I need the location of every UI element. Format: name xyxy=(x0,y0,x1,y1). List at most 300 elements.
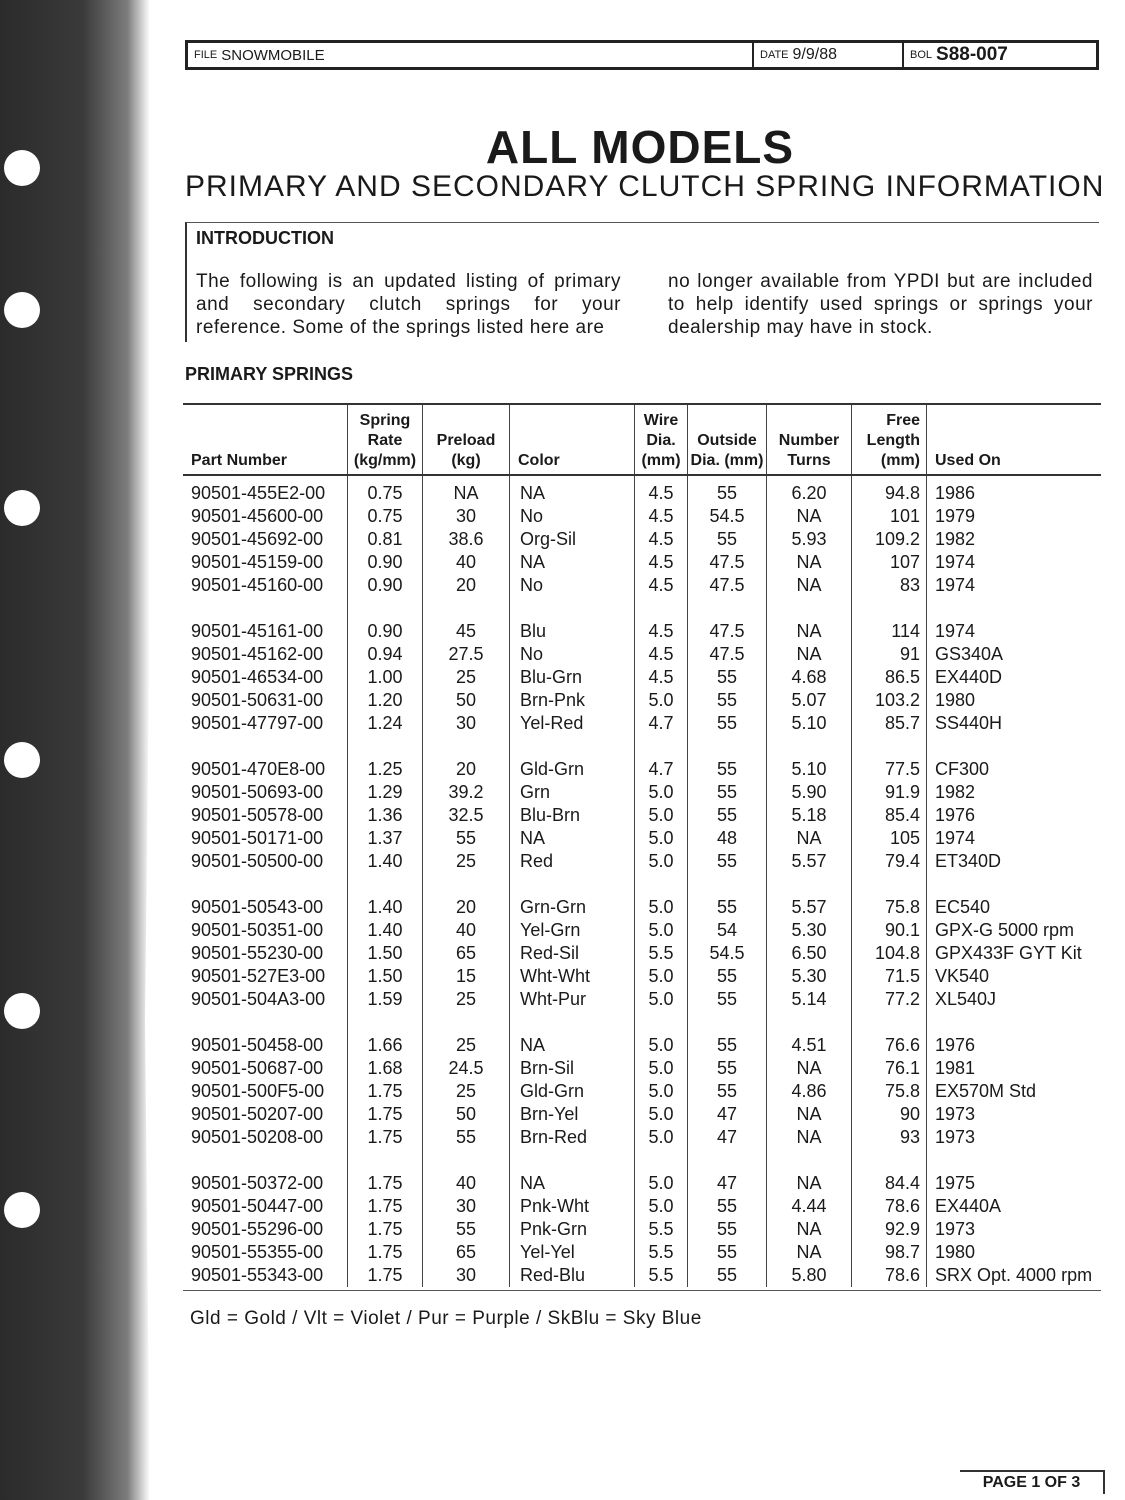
used-on-cell: 1980 xyxy=(935,690,976,710)
part-number-cell: 90501-45600-00 xyxy=(183,505,348,528)
wire-dia-cell: 5.0 xyxy=(635,1080,688,1103)
preload-cell: 30 xyxy=(423,1195,510,1218)
used-on-cell: 1974 xyxy=(935,575,976,595)
col-preload: Preload (kg) xyxy=(423,404,510,475)
wire-dia-cell: 5.0 xyxy=(635,919,688,942)
part-number-cell: 90501-45160-00 xyxy=(183,574,348,597)
spacer-cell xyxy=(348,597,423,620)
color-cell: Org-Sil xyxy=(510,528,635,551)
wire-dia-cell: 5.0 xyxy=(635,965,688,988)
color-cell: NA xyxy=(510,1034,635,1057)
number-turns-cell: NA xyxy=(767,643,852,666)
wire-dia-cell: 4.5 xyxy=(635,666,688,689)
file-label: FILE xyxy=(194,49,218,61)
group-spacer xyxy=(183,873,1101,896)
spacer-cell xyxy=(510,1149,635,1172)
spacer-cell xyxy=(183,1149,348,1172)
color-cell: Brn-Red xyxy=(510,1126,635,1149)
col-free-length: Free Length (mm) xyxy=(852,404,927,475)
color-cell: Brn-Sil xyxy=(510,1057,635,1080)
spring-rate-cell: 1.75 xyxy=(348,1172,423,1195)
spring-rate-cell: 1.75 xyxy=(348,1264,423,1287)
wire-dia-cell: 5.0 xyxy=(635,827,688,850)
number-turns-cell: 5.30 xyxy=(767,965,852,988)
number-turns-cell: 5.57 xyxy=(767,896,852,919)
spring-rate-cell: 0.90 xyxy=(348,574,423,597)
preload-cell: 20 xyxy=(423,574,510,597)
spring-rate-cell: 0.90 xyxy=(348,620,423,643)
primary-springs-heading: PRIMARY SPRINGS xyxy=(185,364,354,384)
number-turns-cell: NA xyxy=(767,1057,852,1080)
spacer-cell xyxy=(688,597,767,620)
outside-dia-cell: 55 xyxy=(688,712,767,735)
part-number-cell: 90501-45161-00 xyxy=(183,620,348,643)
spacer-cell xyxy=(927,735,1102,758)
preload-cell: 30 xyxy=(423,1264,510,1287)
spacer-cell xyxy=(510,597,635,620)
color-cell: Gld-Grn xyxy=(510,1080,635,1103)
free-length-cell: 114 xyxy=(852,620,927,643)
spacer-cell xyxy=(635,597,688,620)
spacer-cell xyxy=(688,1011,767,1034)
spacer-cell xyxy=(348,873,423,896)
preload-cell: 45 xyxy=(423,620,510,643)
number-turns-cell: NA xyxy=(767,1103,852,1126)
free-length-cell: 94.8 xyxy=(852,475,927,505)
used-on-cell: EX440D xyxy=(935,667,1003,687)
part-number-cell: 90501-50500-00 xyxy=(183,850,348,873)
preload-cell: 55 xyxy=(423,827,510,850)
outside-dia-cell: 47 xyxy=(688,1103,767,1126)
color-cell: Grn-Grn xyxy=(510,896,635,919)
outside-dia-cell: 47.5 xyxy=(688,574,767,597)
used-on-cell: XL540J xyxy=(935,989,997,1009)
color-cell: Yel-Red xyxy=(510,712,635,735)
number-turns-cell: 4.68 xyxy=(767,666,852,689)
wire-dia-cell: 5.0 xyxy=(635,1172,688,1195)
used-on-cell: 1976 xyxy=(935,805,976,825)
number-turns-cell: 6.50 xyxy=(767,942,852,965)
table-row xyxy=(183,505,1101,528)
spacer-cell xyxy=(423,873,510,896)
preload-cell: 24.5 xyxy=(423,1057,510,1080)
free-length-cell: 86.5 xyxy=(852,666,927,689)
used-on-cell: 1974 xyxy=(935,621,976,641)
spacer-cell xyxy=(852,597,927,620)
group-spacer xyxy=(183,735,1101,758)
used-on-cell: SRX Opt. 4000 rpm xyxy=(935,1265,1093,1285)
free-length-cell: 91 xyxy=(852,643,927,666)
outside-dia-cell: 55 xyxy=(688,1080,767,1103)
used-on-cell: 1973 xyxy=(935,1104,976,1124)
spacer-cell xyxy=(688,735,767,758)
part-number-cell: 90501-47797-00 xyxy=(183,712,348,735)
number-turns-cell: NA xyxy=(767,1241,852,1264)
wire-dia-cell: 4.5 xyxy=(635,620,688,643)
spring-rate-cell: 1.25 xyxy=(348,758,423,781)
used-on-cell: CF300 xyxy=(935,759,990,779)
binder-hole xyxy=(4,292,40,328)
number-turns-cell: 5.30 xyxy=(767,919,852,942)
spring-rate-cell: 0.75 xyxy=(348,505,423,528)
file-value: SNOWMOBILE xyxy=(221,46,325,64)
number-turns-cell: 6.20 xyxy=(767,475,852,505)
part-number-cell: 90501-50372-00 xyxy=(183,1172,348,1195)
color-cell: NA xyxy=(510,551,635,574)
date-value: 9/9/88 xyxy=(792,46,838,63)
outside-dia-cell: 55 xyxy=(688,1241,767,1264)
spring-rate-cell: 1.50 xyxy=(348,942,423,965)
table-row xyxy=(183,850,1101,873)
number-turns-cell: NA xyxy=(767,620,852,643)
spring-rate-cell: 1.59 xyxy=(348,988,423,1011)
table-row xyxy=(183,475,1101,505)
spring-rate-cell: 1.20 xyxy=(348,689,423,712)
color-cell: Wht-Wht xyxy=(510,965,635,988)
number-turns-cell: 5.10 xyxy=(767,758,852,781)
spring-rate-cell: 1.66 xyxy=(348,1034,423,1057)
preload-cell: 50 xyxy=(423,1103,510,1126)
spacer-cell xyxy=(927,597,1102,620)
document-header-bar xyxy=(185,40,1099,70)
spacer-cell xyxy=(852,873,927,896)
group-spacer xyxy=(183,597,1101,620)
table-row xyxy=(183,896,1101,919)
color-cell: Gld-Grn xyxy=(510,758,635,781)
preload-cell: 55 xyxy=(423,1218,510,1241)
table-row xyxy=(183,942,1101,965)
wire-dia-cell: 5.0 xyxy=(635,1126,688,1149)
color-cell: Wht-Pur xyxy=(510,988,635,1011)
number-turns-cell: 5.57 xyxy=(767,850,852,873)
preload-cell: 32.5 xyxy=(423,804,510,827)
table-row xyxy=(183,1103,1101,1126)
spacer-cell xyxy=(927,1149,1102,1172)
introduction-heading: INTRODUCTION xyxy=(196,228,334,248)
col-wire-dia: Wire Dia. (mm) xyxy=(635,404,688,475)
used-on-cell: 1975 xyxy=(935,1173,976,1193)
part-number-cell: 90501-50351-00 xyxy=(183,919,348,942)
part-number-cell: 90501-50578-00 xyxy=(183,804,348,827)
number-turns-cell: 4.86 xyxy=(767,1080,852,1103)
used-on-cell: 1976 xyxy=(935,1035,976,1055)
table-row xyxy=(183,551,1101,574)
free-length-cell: 93 xyxy=(852,1126,927,1149)
table-row xyxy=(183,988,1101,1011)
used-on-cell: 1981 xyxy=(935,1058,976,1078)
part-number-cell: 90501-55355-00 xyxy=(183,1241,348,1264)
binder-hole xyxy=(4,1192,40,1228)
color-cell: No xyxy=(510,643,635,666)
spring-rate-cell: 1.75 xyxy=(348,1126,423,1149)
preload-cell: 25 xyxy=(423,850,510,873)
introduction-text-left: The following is an updated listing of primary and secondary clutch springs for your reference. Some of the springs listed here are xyxy=(196,271,621,338)
bol-label: BOL xyxy=(910,49,933,61)
spring-rate-cell: 1.29 xyxy=(348,781,423,804)
number-turns-cell: 4.51 xyxy=(767,1034,852,1057)
used-on-cell: EX570M Std xyxy=(935,1081,1037,1101)
binder-hole xyxy=(4,490,40,526)
color-cell: Pnk-Grn xyxy=(510,1218,635,1241)
outside-dia-cell: 55 xyxy=(688,475,767,505)
free-length-cell: 71.5 xyxy=(852,965,927,988)
free-length-cell: 109.2 xyxy=(852,528,927,551)
used-on-cell: 1986 xyxy=(935,483,976,503)
free-length-cell: 103.2 xyxy=(852,689,927,712)
spacer-cell xyxy=(927,873,1102,896)
wire-dia-cell: 5.0 xyxy=(635,1103,688,1126)
outside-dia-cell: 54.5 xyxy=(688,942,767,965)
color-cell: Brn-Yel xyxy=(510,1103,635,1126)
number-turns-cell: 5.90 xyxy=(767,781,852,804)
free-length-cell: 105 xyxy=(852,827,927,850)
table-row xyxy=(183,620,1101,643)
color-legend: Gld = Gold / Vlt = Violet / Pur = Purple / SkBlu = Sky Blue xyxy=(190,1308,702,1329)
table-row xyxy=(183,1034,1101,1057)
free-length-cell: 79.4 xyxy=(852,850,927,873)
wire-dia-cell: 5.5 xyxy=(635,942,688,965)
outside-dia-cell: 55 xyxy=(688,988,767,1011)
wire-dia-cell: 5.5 xyxy=(635,1241,688,1264)
spacer-cell xyxy=(348,1149,423,1172)
outside-dia-cell: 55 xyxy=(688,758,767,781)
part-number-cell: 90501-50631-00 xyxy=(183,689,348,712)
preload-cell: 65 xyxy=(423,942,510,965)
binder-hole xyxy=(4,150,40,186)
outside-dia-cell: 47 xyxy=(688,1172,767,1195)
color-cell: No xyxy=(510,574,635,597)
number-turns-cell: NA xyxy=(767,574,852,597)
number-turns-cell: NA xyxy=(767,505,852,528)
outside-dia-cell: 47 xyxy=(688,1126,767,1149)
used-on-cell: VK540 xyxy=(935,966,990,986)
spring-rate-cell: 0.94 xyxy=(348,643,423,666)
spacer-cell xyxy=(183,735,348,758)
spring-rate-cell: 0.75 xyxy=(348,475,423,505)
number-turns-cell: NA xyxy=(767,1126,852,1149)
introduction-text-right: no longer available from YPDI but are included to help identify used springs or springs your dealership may have in stock. xyxy=(668,271,1093,338)
outside-dia-cell: 55 xyxy=(688,804,767,827)
col-outside-dia: Outside Dia. (mm) xyxy=(688,404,767,475)
used-on-cell: GPX433F GYT Kit xyxy=(935,943,1082,963)
table-row xyxy=(183,919,1101,942)
spacer-cell xyxy=(348,1011,423,1034)
number-turns-cell: 5.14 xyxy=(767,988,852,1011)
col-color: Color xyxy=(510,404,635,475)
table-row xyxy=(183,1218,1101,1241)
outside-dia-cell: 55 xyxy=(688,1264,767,1287)
spring-rate-cell: 1.75 xyxy=(348,1241,423,1264)
used-on-cell: 1974 xyxy=(935,828,976,848)
used-on-cell: GS340A xyxy=(935,644,1004,664)
wire-dia-cell: 4.5 xyxy=(635,528,688,551)
preload-cell: 30 xyxy=(423,505,510,528)
preload-cell: 27.5 xyxy=(423,643,510,666)
spacer-cell xyxy=(852,1149,927,1172)
used-on-cell: 1974 xyxy=(935,552,976,572)
primary-springs-table xyxy=(183,403,1101,1287)
preload-cell: 20 xyxy=(423,758,510,781)
spring-rate-cell: 0.90 xyxy=(348,551,423,574)
spring-rate-cell: 1.50 xyxy=(348,965,423,988)
spacer-cell xyxy=(688,873,767,896)
number-turns-cell: NA xyxy=(767,551,852,574)
table-row xyxy=(183,528,1101,551)
spring-rate-cell: 1.40 xyxy=(348,896,423,919)
wire-dia-cell: 5.0 xyxy=(635,1057,688,1080)
spacer-cell xyxy=(423,597,510,620)
spacer-cell xyxy=(767,597,852,620)
free-length-cell: 104.8 xyxy=(852,942,927,965)
spacer-cell xyxy=(688,1149,767,1172)
part-number-cell: 90501-50687-00 xyxy=(183,1057,348,1080)
wire-dia-cell: 4.5 xyxy=(635,643,688,666)
preload-cell: 40 xyxy=(423,1172,510,1195)
free-length-cell: 75.8 xyxy=(852,896,927,919)
color-cell: Yel-Grn xyxy=(510,919,635,942)
color-cell: No xyxy=(510,505,635,528)
spring-rate-cell: 1.75 xyxy=(348,1080,423,1103)
binder-hole xyxy=(4,742,40,778)
number-turns-cell: 5.18 xyxy=(767,804,852,827)
col-used-on: Used On xyxy=(927,404,1102,475)
wire-dia-cell: 4.5 xyxy=(635,505,688,528)
spacer-cell xyxy=(510,1011,635,1034)
free-length-cell: 90.1 xyxy=(852,919,927,942)
spring-rate-cell: 1.37 xyxy=(348,827,423,850)
outside-dia-cell: 55 xyxy=(688,896,767,919)
spacer-cell xyxy=(183,1011,348,1034)
table-row xyxy=(183,574,1101,597)
color-cell: Blu xyxy=(510,620,635,643)
group-spacer xyxy=(183,1011,1101,1034)
wire-dia-cell: 5.0 xyxy=(635,781,688,804)
spacer-cell xyxy=(767,735,852,758)
part-number-cell: 90501-45162-00 xyxy=(183,643,348,666)
table-row xyxy=(183,965,1101,988)
spacer-cell xyxy=(183,597,348,620)
date-label: DATE xyxy=(760,49,789,61)
table-row xyxy=(183,643,1101,666)
color-cell: Red-Sil xyxy=(510,942,635,965)
table-row xyxy=(183,1195,1101,1218)
bol-field xyxy=(904,43,1096,67)
preload-cell: 50 xyxy=(423,689,510,712)
free-length-cell: 77.5 xyxy=(852,758,927,781)
spacer-cell xyxy=(635,1149,688,1172)
primary-springs-body xyxy=(183,475,1101,1287)
color-cell: Red xyxy=(510,850,635,873)
used-on-cell: SS440H xyxy=(935,713,1003,733)
wire-dia-cell: 4.7 xyxy=(635,712,688,735)
outside-dia-cell: 54.5 xyxy=(688,505,767,528)
wire-dia-cell: 5.0 xyxy=(635,804,688,827)
used-on-cell: EX440A xyxy=(935,1196,1002,1216)
color-cell: Blu-Brn xyxy=(510,804,635,827)
spring-rate-cell: 1.75 xyxy=(348,1103,423,1126)
color-cell: Yel-Yel xyxy=(510,1241,635,1264)
used-on-cell: 1973 xyxy=(935,1219,976,1239)
outside-dia-cell: 55 xyxy=(688,1195,767,1218)
part-number-cell: 90501-50458-00 xyxy=(183,1034,348,1057)
used-on-cell: 1982 xyxy=(935,782,976,802)
spacer-cell xyxy=(635,1011,688,1034)
spacer-cell xyxy=(183,873,348,896)
wire-dia-cell: 4.5 xyxy=(635,475,688,505)
free-length-cell: 92.9 xyxy=(852,1218,927,1241)
table-row xyxy=(183,758,1101,781)
spring-rate-cell: 0.81 xyxy=(348,528,423,551)
preload-cell: 25 xyxy=(423,1034,510,1057)
outside-dia-cell: 55 xyxy=(688,1034,767,1057)
spring-rate-cell: 1.40 xyxy=(348,919,423,942)
free-length-cell: 91.9 xyxy=(852,781,927,804)
preload-cell: 40 xyxy=(423,551,510,574)
spring-rate-cell: 1.00 xyxy=(348,666,423,689)
spacer-cell xyxy=(635,873,688,896)
color-cell: NA xyxy=(510,827,635,850)
wire-dia-cell: 5.5 xyxy=(635,1218,688,1241)
used-on-cell: 1982 xyxy=(935,529,976,549)
table-row xyxy=(183,1241,1101,1264)
free-length-cell: 85.4 xyxy=(852,804,927,827)
table-row xyxy=(183,1264,1101,1287)
color-cell: NA xyxy=(510,1172,635,1195)
wire-dia-cell: 5.0 xyxy=(635,988,688,1011)
outside-dia-cell: 55 xyxy=(688,781,767,804)
table-row xyxy=(183,1172,1101,1195)
outside-dia-cell: 55 xyxy=(688,850,767,873)
color-cell: NA xyxy=(510,475,635,505)
table-row xyxy=(183,1057,1101,1080)
table-row xyxy=(183,804,1101,827)
outside-dia-cell: 55 xyxy=(688,1218,767,1241)
color-cell: Pnk-Wht xyxy=(510,1195,635,1218)
table-header-row xyxy=(183,404,1101,475)
wire-dia-cell: 4.7 xyxy=(635,758,688,781)
number-turns-cell: 5.93 xyxy=(767,528,852,551)
spring-rate-cell: 1.68 xyxy=(348,1057,423,1080)
part-number-cell: 90501-55296-00 xyxy=(183,1218,348,1241)
color-cell: Blu-Grn xyxy=(510,666,635,689)
preload-cell: 25 xyxy=(423,988,510,1011)
free-length-cell: 76.6 xyxy=(852,1034,927,1057)
spacer-cell xyxy=(767,1149,852,1172)
part-number-cell: 90501-55343-00 xyxy=(183,1264,348,1287)
wire-dia-cell: 5.0 xyxy=(635,1195,688,1218)
spacer-cell xyxy=(348,735,423,758)
spring-rate-cell: 1.36 xyxy=(348,804,423,827)
wire-dia-cell: 5.0 xyxy=(635,896,688,919)
wire-dia-cell: 5.0 xyxy=(635,1034,688,1057)
spacer-cell xyxy=(510,873,635,896)
free-length-cell: 76.1 xyxy=(852,1057,927,1080)
spacer-cell xyxy=(423,735,510,758)
part-number-cell: 90501-504A3-00 xyxy=(183,988,348,1011)
table-row xyxy=(183,1126,1101,1149)
part-number-cell: 90501-50693-00 xyxy=(183,781,348,804)
spacer-cell xyxy=(927,1011,1102,1034)
date-field xyxy=(754,43,904,67)
table-row xyxy=(183,781,1101,804)
wire-dia-cell: 4.5 xyxy=(635,551,688,574)
used-on-cell: EC540 xyxy=(935,897,991,917)
outside-dia-cell: 55 xyxy=(688,689,767,712)
used-on-cell: 1973 xyxy=(935,1127,976,1147)
part-number-cell: 90501-50207-00 xyxy=(183,1103,348,1126)
free-length-cell: 84.4 xyxy=(852,1172,927,1195)
page-number: PAGE 1 OF 3 xyxy=(960,1470,1105,1494)
